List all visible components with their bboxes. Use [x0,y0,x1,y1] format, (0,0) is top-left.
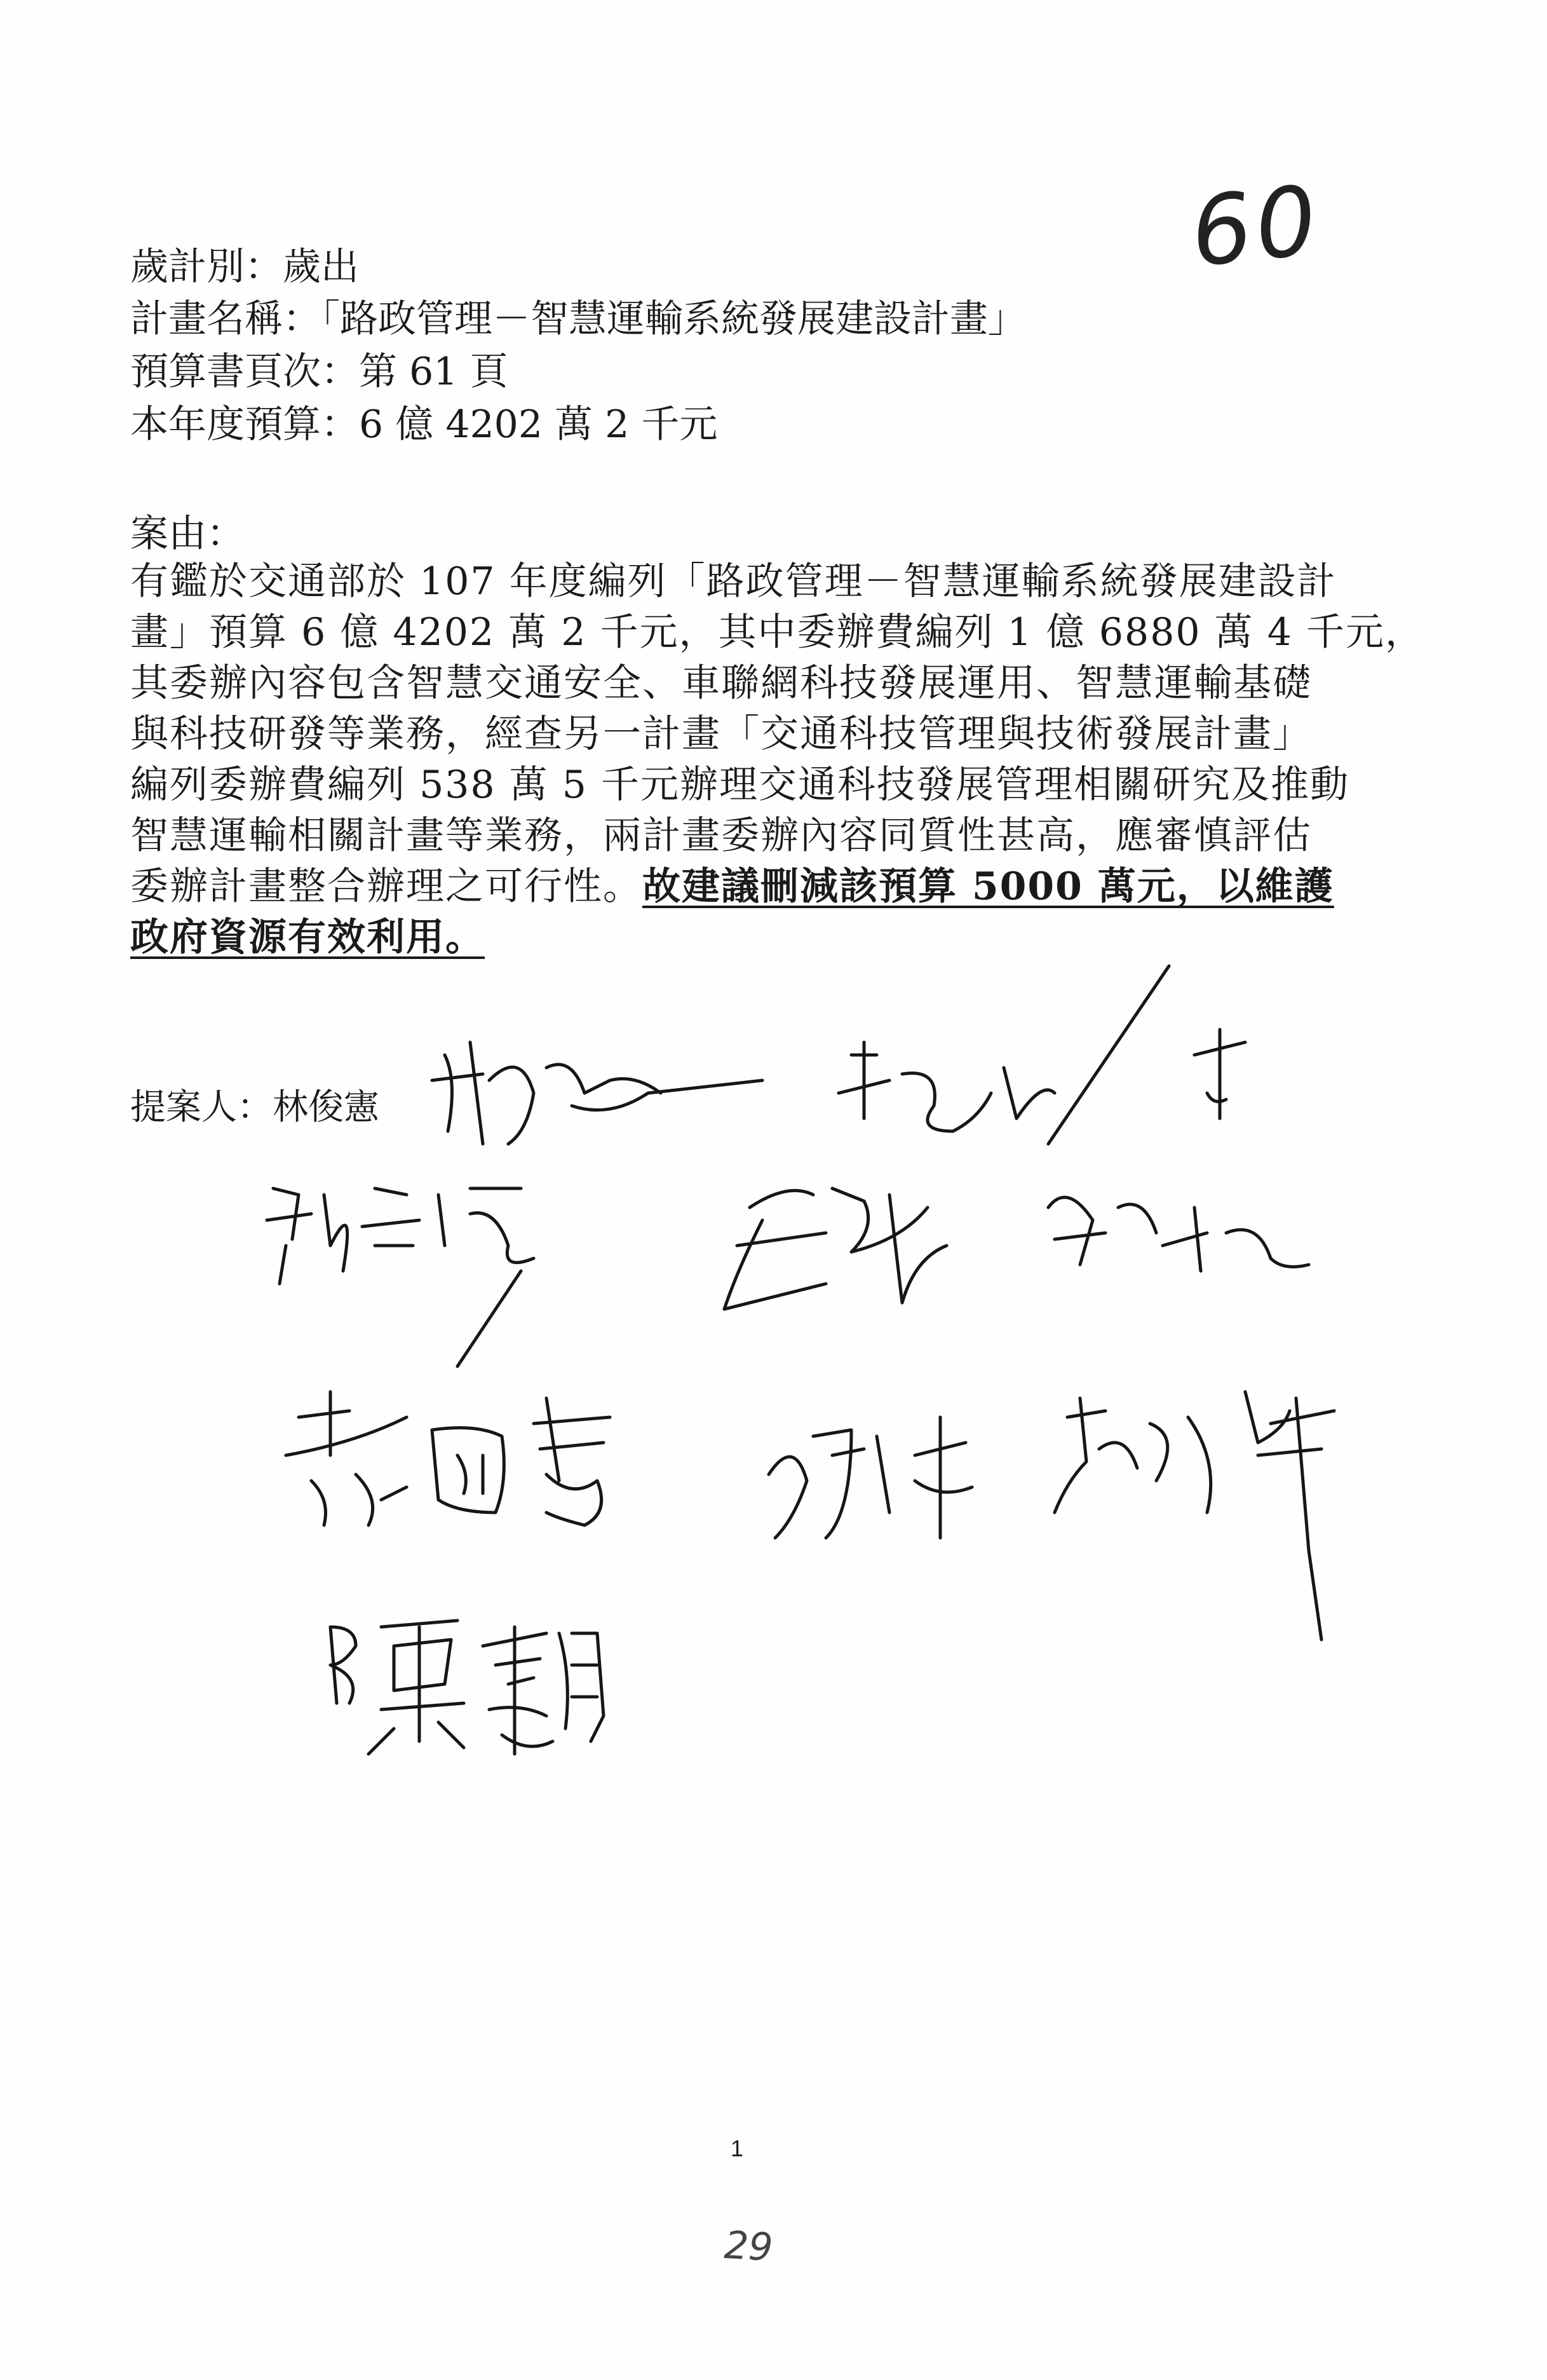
reason-line-text: 委辦計畫整合辦理之可行性。 [130,864,642,909]
signature [769,1417,972,1538]
handwritten-page-annotation: 60 [1186,165,1326,289]
plan-name-line: 計畫名稱：「路政管理－智慧運輸系統發展建設計畫」 [130,297,1026,341]
reason-line: 編列委辦費編列 538 萬 5 千元辦理交通科技發展管理相關研究及推動 [130,763,1349,807]
signature [724,1188,947,1309]
reason-line: 其委辦內容包含智慧交通安全、車聯網科技發展運用、智慧運輸基礎 [130,661,1312,705]
reason-heading: 案由： [130,512,245,556]
annual-budget-line: 本年度預算：6 億 4202 萬 2 千元 [130,402,718,447]
page-number: 1 [730,2135,744,2161]
reason-line: 與科技研發等業務，經查另一計畫「交通科技管理與技術發展計畫」 [130,712,1312,756]
signature [839,966,1245,1144]
reason-line: 有鑑於交通部於 107 年度編列「路政管理－智慧運輸系統發展建設計 [130,559,1337,604]
recommendation-text: 故建議刪減該預算 5000 萬元，以維護 [642,864,1334,909]
budget-category-line: 歲計別：歲出 [130,245,359,289]
signature [1048,1197,1309,1271]
reason-line: 智慧運輸相關計畫等業務，兩計畫委辦內容同質性甚高，應審慎評估 [130,813,1312,858]
signature [330,1621,604,1754]
proposer-label: 提案人：林俊憲 [130,1087,379,1128]
signature [267,1188,534,1366]
recommendation-text-end: 政府資源有效利用。 [130,915,485,960]
signature [432,1042,762,1144]
signature [1055,1392,1334,1640]
signature [286,1392,610,1525]
budget-page-line: 預算書頁次：第 61 頁 [130,350,508,394]
reason-line: 畫」預算 6 億 4202 萬 2 千元，其中委辦費編列 1 億 6880 萬 4 千元， [130,610,1424,655]
handwritten-bottom-annotation: 29 [723,2223,774,2270]
